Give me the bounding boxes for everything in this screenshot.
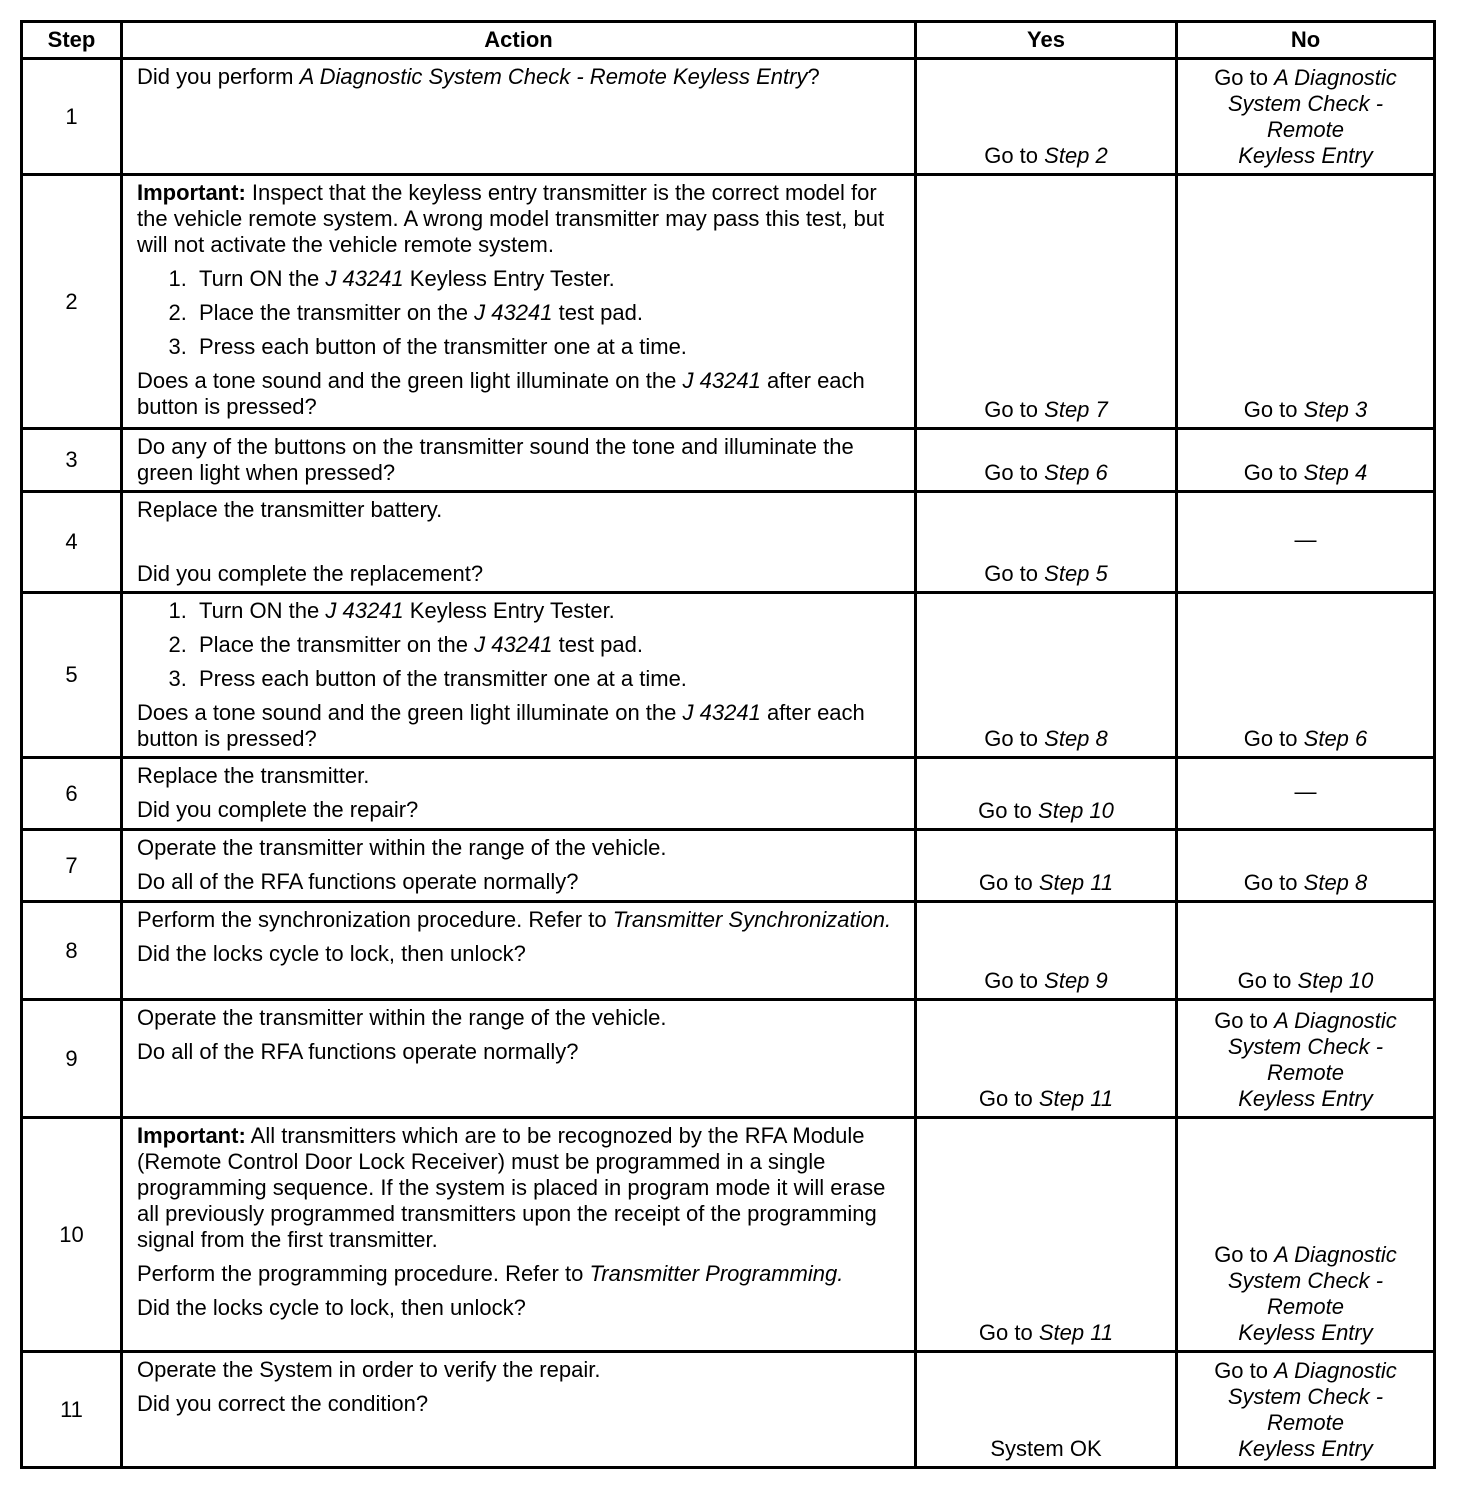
step-number: 11 [22,1352,122,1468]
action-cell [122,1118,916,1352]
step-number: 10 [22,1118,122,1352]
action-question: Does a tone sound and the green light illuminate on the J 43241 after each button is pressed? [137,368,865,419]
no-cell: Go to A Diagnostic System Check - Remote Keyless Entry [1177,1000,1435,1118]
list-item: 2. Place the transmitter on the J 43241 test pad. [193,632,902,658]
yes-cell: Go to Step 2 [916,59,1177,175]
action-question: Did the locks cycle to lock, then unlock? [137,1295,526,1320]
no-cell: Go to Step 3 [1177,175,1435,429]
no-cell: Go to Step 6 [1177,593,1435,758]
header-yes: Yes [916,22,1177,59]
no-cell: Go to Step 4 [1177,429,1435,492]
list-item: 1. Turn ON the J 43241 Keyless Entry Tester. [193,598,902,624]
step-number: 4 [22,492,122,593]
table-row [22,429,1435,492]
action-instruction: Replace the transmitter. [137,763,370,788]
action-cell [122,1000,916,1118]
important-note: Important: Inspect that the keyless entry transmitter is the correct model for the vehicle remote system. A wrong model transmitter may pass this test, but will not activate the vehicle remote system. [137,180,885,257]
action-cell [122,492,916,593]
action-question: Does a tone sound and the green light illuminate on the J 43241 after each button is pressed? [137,700,865,751]
action-question: Did the locks cycle to lock, then unlock? [137,941,526,966]
action-question: Do any of the buttons on the transmitter sound the tone and illuminate the green light when pressed? [137,434,854,485]
table-row [22,902,1435,1000]
action-instruction: Operate the transmitter within the range of the vehicle. [137,1005,667,1030]
table-row [22,1352,1435,1468]
yes-cell: Go to Step 8 [916,593,1177,758]
no-cell: Go to Step 8 [1177,830,1435,902]
step-number: 6 [22,758,122,830]
step-number: 1 [22,59,122,175]
table-row [22,1118,1435,1352]
yes-cell: Go to Step 9 [916,902,1177,1000]
table-row [22,175,1435,429]
action-instruction: Replace the transmitter battery. [137,497,443,522]
action-cell [122,1352,916,1468]
list-item: 3. Press each button of the transmitter one at a time. [193,666,902,692]
action-cell [122,175,916,429]
step-number: 7 [22,830,122,902]
table-row [22,593,1435,758]
yes-cell: Go to Step 5 [916,492,1177,593]
no-cell: — [1177,492,1435,593]
action-question: Did you complete the replacement? [137,561,484,586]
header-step: Step [22,22,122,59]
action-question: Did you complete the repair? [137,797,419,822]
table-row [22,830,1435,902]
no-cell: — [1177,758,1435,830]
action-cell [122,830,916,902]
list-item: 2. Place the transmitter on the J 43241 test pad. [193,300,902,326]
table-row [22,1000,1435,1118]
action-question: Did you perform A Diagnostic System Check - Remote Keyless Entry? [137,64,820,89]
action-cell [122,59,916,175]
yes-cell: Go to Step 11 [916,830,1177,902]
table-row [22,492,1435,593]
important-note: Important: All transmitters which are to be recognozed by the RFA Module (Remote Control Door Lock Receiver) must be programmed in a single programming sequence. If the system is placed in program mode it will erase all previously programmed transmitters upon the receipt of the programming signal from the first transmitter. [137,1123,886,1252]
header-row [22,22,1435,59]
action-cell [122,593,916,758]
no-cell: Go to Step 10 [1177,902,1435,1000]
action-question: Do all of the RFA functions operate normally? [137,1039,579,1064]
yes-cell: Go to Step 6 [916,429,1177,492]
procedure-list [137,598,902,692]
action-question: Do all of the RFA functions operate normally? [137,869,579,894]
header-action: Action [122,22,916,59]
list-item: 1. Turn ON the J 43241 Keyless Entry Tester. [193,266,902,292]
action-instruction: Perform the synchronization procedure. Refer to Transmitter Synchronization. [137,907,892,932]
action-question: Did you correct the condition? [137,1391,429,1416]
action-instruction: Operate the transmitter within the range of the vehicle. [137,835,667,860]
step-number: 3 [22,429,122,492]
yes-cell: System OK [916,1352,1177,1468]
step-number: 2 [22,175,122,429]
no-cell: Go to A Diagnostic System Check - Remote Keyless Entry [1177,1118,1435,1352]
list-item: 3. Press each button of the transmitter one at a time. [193,334,902,360]
action-instruction: Operate the System in order to verify the repair. [137,1357,601,1382]
yes-cell: Go to Step 10 [916,758,1177,830]
action-cell [122,758,916,830]
header-no: No [1177,22,1435,59]
table-row [22,59,1435,175]
no-cell: Go to A Diagnostic System Check - Remote Keyless Entry [1177,59,1435,175]
yes-cell: Go to Step 11 [916,1118,1177,1352]
step-number: 8 [22,902,122,1000]
step-number: 9 [22,1000,122,1118]
procedure-reference: A Diagnostic System Check - Remote Keyless Entry [299,64,808,89]
no-cell: Go to A Diagnostic System Check - Remote Keyless Entry [1177,1352,1435,1468]
step-number: 5 [22,593,122,758]
table-row [22,758,1435,830]
action-instruction: Perform the programming procedure. Refer to Transmitter Programming. [137,1261,844,1286]
yes-cell: Go to Step 11 [916,1000,1177,1118]
yes-cell: Go to Step 7 [916,175,1177,429]
action-cell [122,429,916,492]
procedure-list [137,266,902,360]
action-cell [122,902,916,1000]
diagnostic-table [20,20,1436,1469]
